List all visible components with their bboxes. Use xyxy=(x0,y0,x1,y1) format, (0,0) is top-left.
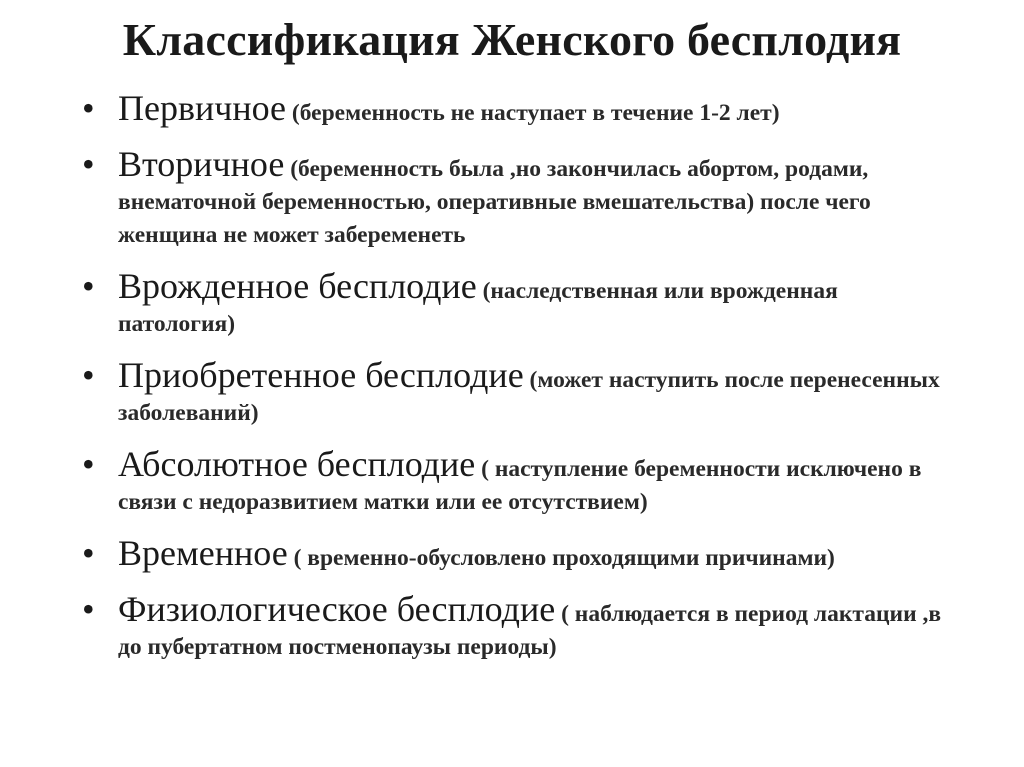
item-term: Вторичное xyxy=(118,144,285,184)
list-item-secondary xyxy=(80,142,960,253)
item-description: (беременность не наступает в течение 1-2 лет) xyxy=(286,100,780,126)
list-item-congenital xyxy=(80,264,960,342)
list-item-physiological xyxy=(80,587,960,665)
item-term: Приобретенное бесплодие xyxy=(118,355,524,395)
slide-title: Классификация Женского бесплодия xyxy=(122,14,902,65)
item-description: (наследственная или врожденная патология) xyxy=(118,278,838,337)
item-description: (беременность была ,но закончилась абортом, родами, внематочной беременностью, оперативные вмешательства) после чего женщина не может забеременеть xyxy=(118,156,871,248)
list-item-absolute xyxy=(80,442,960,520)
list-item-temporary xyxy=(80,531,960,576)
item-term: Первичное xyxy=(118,88,287,128)
item-description: (может наступить после перенесенных заболеваний) xyxy=(118,367,940,426)
list-item-primary xyxy=(80,86,960,131)
bullet-icon: • xyxy=(82,144,95,184)
bullet-icon: • xyxy=(82,266,95,306)
item-term: Врожденное бесплодие xyxy=(118,266,477,306)
item-description: ( наступление беременности исключено в связи с недоразвитием матки или ее отсутствием) xyxy=(118,456,922,515)
bullet-icon: • xyxy=(82,533,95,573)
list-item-acquired xyxy=(80,353,960,431)
bullet-icon: • xyxy=(82,88,95,128)
bullet-icon: • xyxy=(82,589,95,629)
item-description: ( временно-обусловлено проходящими причинами) xyxy=(287,545,835,571)
item-term: Абсолютное бесплодие xyxy=(118,444,476,484)
bullet-icon: • xyxy=(82,444,95,484)
bullet-icon: • xyxy=(82,355,95,395)
item-term: Временное xyxy=(118,533,288,573)
bullet-list xyxy=(80,86,960,676)
item-description: ( наблюдается в период лактации ,в до пубертатном постменопаузы периоды) xyxy=(118,601,942,660)
item-term: Физиологическое бесплодие xyxy=(118,589,556,629)
